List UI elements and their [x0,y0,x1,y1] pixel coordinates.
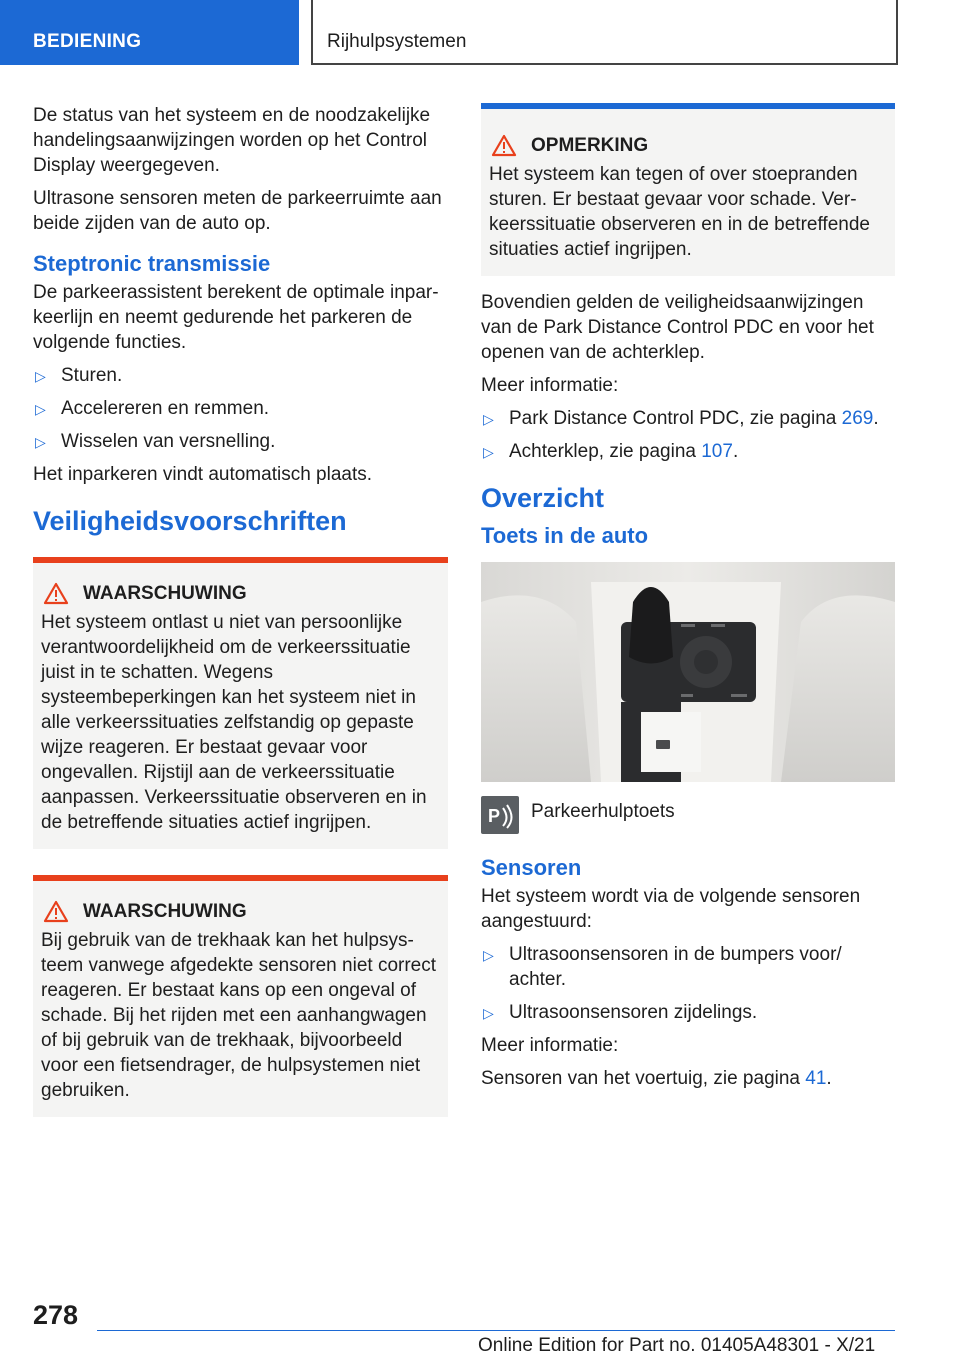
warning-triangle-icon [43,582,69,605]
steptronic-heading: Steptronic transmissie [33,251,271,276]
warning-text: Het systeem ontlast u niet van persoonlijke verantwoordelijkheid om de verkeerssituatie juist in te schatten. Wegens systeembeperkingen kan het systeem niet in alle verkeerssituaties zelfstandig op gepaste wijze reageren. Er bestaat gevaar voor ongevallen. Rijstijl aan de verkeerssituatie aanpassen. Verkeerssituatie observeren en in de betreffende situaties actief ingrijpen. [41,612,427,833]
page-link-107[interactable]: 107 [701,441,733,462]
left-column [33,103,448,1131]
console-photo [481,562,895,782]
intro-paragraph-1: De status van het systeem en de noodzakelijke handelingsaanwijzingen worden op het Control Display weergegeven. [33,105,431,176]
intro-paragraph-2: Ultrasone sensoren meten de parkeerruimte aan beide zijden van de auto op. [33,188,442,234]
center-console-image [481,562,895,782]
more-info-label: Meer informatie: [481,375,619,396]
footer-edition: Online Edition for Part no. 01405A48301 - X/21 [478,1335,876,1356]
chapter-title: Rijhulpsystemen [327,31,467,52]
info-list [481,406,895,464]
page-number: 278 [33,1300,79,1330]
list-item: ▷ Achterklep, zie pagina 107. [481,439,895,464]
more-info-label-2: Meer informatie: [481,1035,619,1056]
steptronic-list [33,363,448,454]
triangle-bullet-icon: ▷ [483,947,494,963]
footer-divider [97,1330,895,1331]
note-box [481,103,895,276]
sensors-list [481,942,895,1025]
button-heading: Toets in de auto [481,523,649,548]
triangle-bullet-icon: ▷ [35,368,46,384]
note-title: OPMERKING [489,133,887,158]
park-assist-icon [481,796,519,834]
right-column [481,103,895,1099]
warning-triangle-icon [43,900,69,923]
warning-text: Bij gebruik van de trekhaak kan het hulpsysteem vanwege afgedekte sensoren niet correct reageren. Er bestaat kans op een ongeval of schade. Bij het rijden met een aanhangwagen of bij gebruik van de trekhaak, bijvoorbeeld voor een fietsendrager, de hulpsystemen niet gebruiken. [41,930,437,1101]
list-item: ▷ Ultrasoonsensoren in de bumpers voor/ achter. [483,944,842,990]
triangle-bullet-icon: ▷ [483,444,494,460]
triangle-bullet-icon: ▷ [35,401,46,417]
svg-text:P: P [488,806,501,826]
list-item: ▷ Ultrasoonsensoren zijdelings. [481,1000,895,1025]
chapter-tab [311,0,898,65]
figure-caption: Parkeerhulptoets [531,801,675,822]
sensors-paragraph: Het systeem wordt via de volgende sensoren aangestuurd: [481,886,861,932]
triangle-bullet-icon: ▷ [483,411,494,427]
overview-heading: Overzicht [481,483,605,513]
warning-triangle-icon [491,134,517,157]
warning-box-2 [33,875,448,1117]
list-item: ▷ Sturen. [33,363,448,388]
list-item: ▷ Park Distance Control PDC, zie pagina 269. [481,406,895,431]
section-tab [0,0,299,65]
page-link-269[interactable]: 269 [841,408,874,429]
page-link-41[interactable]: 41 [805,1068,827,1089]
sensors-heading: Sensoren [481,855,582,880]
warning-title: WAARSCHUWING [41,581,440,606]
steptronic-after: Het inparkeren vindt automatisch plaats. [33,464,373,485]
list-item: ▷ Accelereren en remmen. [33,396,448,421]
list-item: ▷ Wisselen van versnelling. [33,429,448,454]
safety-heading: Veiligheidsvoorschriften [33,506,347,536]
note-text: Het systeem kan tegen of over stoepranden sturen. Er bestaat gevaar voor schade. Verkeerssituatie observeren en in de betreffende situaties actief ingrijpen. [489,164,870,260]
steptronic-paragraph: De parkeerassistent berekent de optimale inparkeerlijn en neemt gedurende het parkeren de volgende functies. [33,282,439,353]
section-title: BEDIENING [33,31,142,52]
warning-title: WAARSCHUWING [41,899,440,924]
triangle-bullet-icon: ▷ [35,434,46,450]
pdc-paragraph: Bovendien gelden de veiligheidsaanwijzingen van de Park Distance Control PDC en voor het openen van de achterklep. [481,292,874,363]
caption-row [481,796,895,834]
warning-box-1 [33,557,448,849]
triangle-bullet-icon: ▷ [483,1005,494,1021]
sensors-reference: Sensoren van het voertuig, zie pagina 41. [481,1068,832,1089]
